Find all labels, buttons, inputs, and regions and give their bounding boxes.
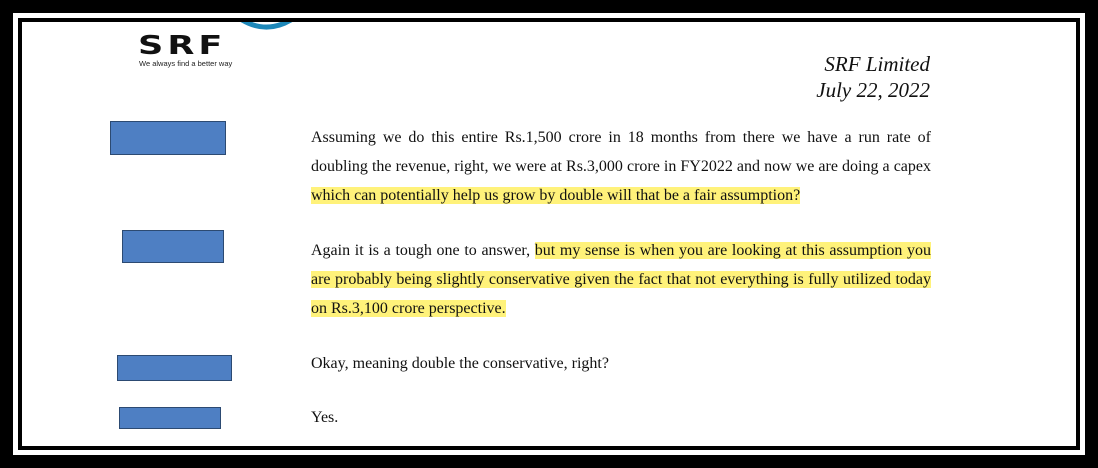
paragraph-text: Yes. [311, 409, 339, 426]
transcript-paragraph [311, 349, 931, 378]
redacted-speaker-name [110, 121, 226, 155]
paragraph-text: Again it is a tough one to answer, [311, 242, 535, 259]
transcript-paragraph [311, 123, 931, 210]
company-logo: SRF [138, 31, 227, 61]
highlighted-text: which can potentially help us grow by double will that be a fair assumption? [311, 187, 801, 204]
logo-swoosh-icon [234, 22, 304, 40]
redacted-speaker-name [117, 355, 232, 381]
transcript-paragraph [311, 236, 931, 323]
document-header [816, 51, 930, 103]
transcript-paragraph [311, 403, 931, 432]
company-name: SRF Limited [824, 52, 930, 76]
redacted-speaker-name [122, 230, 224, 263]
redacted-speaker-name [119, 407, 221, 429]
highlighted-text: but my sense is when you are looking at this assumption you are probably being slightly conservative given the fact that not everything is fully utilized today on Rs.3,100 crore perspective. [311, 242, 931, 317]
paragraph-text: Okay, meaning double the conservative, right? [311, 355, 609, 372]
document-page [22, 22, 1076, 446]
call-date: July 22, 2022 [816, 78, 930, 102]
logo-tagline: We always find a better way [139, 59, 233, 68]
paragraph-text: Assuming we do this entire Rs.1,500 crore in 18 months from there we have a run rate of doubling the revenue, right, we were at Rs.3,000 crore in FY2022 and now we are doing a capex [311, 129, 931, 175]
